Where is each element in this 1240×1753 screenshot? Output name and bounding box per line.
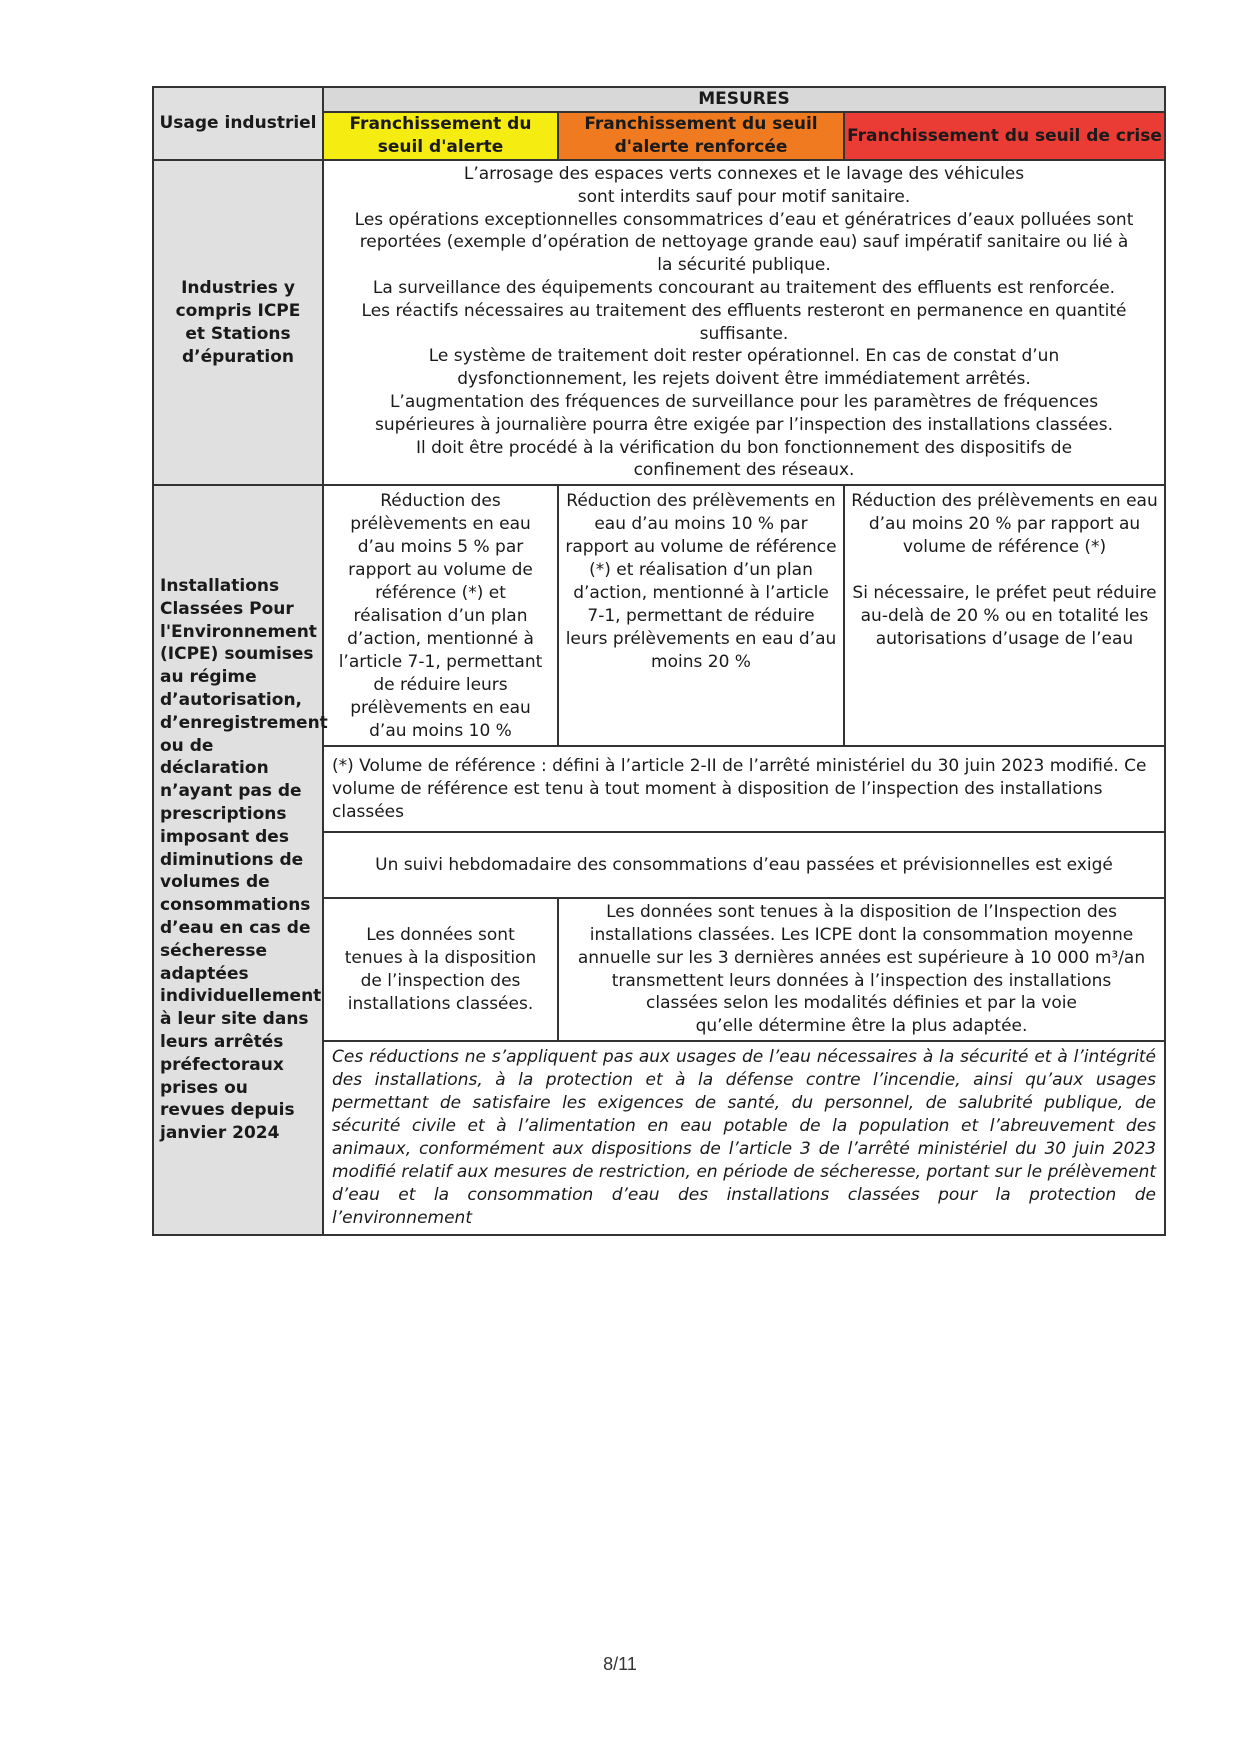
alert-threshold-header: Franchissement du seuil d'alerte	[323, 112, 558, 160]
weekly-monitoring-note: Un suivi hebdomadaire des consommations d’eau passées et prévisionnelles est exigé	[323, 832, 1165, 898]
measure-line: La surveillance des équipements concourant au traitement des effluents est renforcée.	[372, 277, 1116, 298]
measure-line: supérieures à journalière pourra être exigée par l’inspection des installations classées.	[375, 414, 1113, 435]
page-number: 8/11	[603, 1654, 637, 1674]
exemption-note: Ces réductions ne s’appliquent pas aux usages de l’eau nécessaires à la sécurité et à l’intégrité des installations, à la protection et à la défense contre l’incendie, ainsi qu’aux usages permettant de satisfaire les exigences de santé, du personnel, de salubrité publique, de sécurité civile et à l’alimentation en eau potable de la population et l’abreuvement des animaux, conformément aux dispositions de l’article 3 de l’arrêté ministériel du 30 juin 2023 modifié relatif aux mesures de restriction, en période de sécheresse, portant sur le prélèvement d’eau et la consommation d’eau des installations classées pour la protection de l’environnement	[323, 1041, 1165, 1235]
icpe-crisis-measure	[844, 485, 1165, 746]
data-availability-alert: Les données sont tenues à la disposition de l’inspection des installations classées.	[323, 898, 558, 1041]
data-line: transmettent leurs données à l’inspection des installations	[611, 970, 1112, 991]
measure-line: Les réactifs nécessaires au traitement des effluents resteront en permanence en quantité	[361, 300, 1127, 321]
measure-line: suffisante.	[699, 323, 789, 344]
icpe-alert-measure: Réduction des prélèvements en eau d’au moins 5 % par rapport au volume de référence (*) et réalisation d’un plan d’action, mentionné à l’article 7-1, permettant de réduire leurs prélèvements en eau d’au moins 10 %	[323, 485, 558, 746]
data-line: Les données sont tenues à la disposition de l’Inspection des	[606, 902, 1117, 923]
crisis-reduction-text: Réduction des prélèvements en eau d’au moins 20 % par rapport au volume de référence (*)	[851, 491, 1158, 558]
usage-icpe: Installations Classées Pour l'Environnement (ICPE) soumises au régime d’autorisation, d’enregistrement ou de déclaration n’ayant pas de prescriptions imposant des diminutions de volumes de consommations d’eau en cas de sécheresse adaptées individuellement à leur site dans leurs arrêtés préfectoraux prises ou revues depuis janvier 2024	[153, 485, 323, 1235]
data-line: installations classées. Les ICPE dont la consommation moyenne	[589, 924, 1134, 945]
mesures-header: MESURES	[323, 87, 1165, 112]
data-line: classées selon les modalités définies et par la voie	[646, 993, 1077, 1014]
measures-table	[152, 86, 1166, 1236]
paragraph-spacer	[851, 559, 1158, 582]
measure-line: L’arrosage des espaces verts connexes et le lavage des véhicules	[463, 164, 1025, 184]
data-line: annuelle sur les 3 dernières années est supérieure à 10 000 m³/an	[577, 947, 1146, 968]
measure-line: L’augmentation des fréquences de surveillance pour les paramètres de fréquences	[389, 391, 1099, 412]
crisis-prefect-text: Si nécessaire, le préfet peut réduire au-delà de 20 % ou en totalité les autorisations d’usage de l’eau	[852, 583, 1157, 650]
measure-line: dysfonctionnement, les rejets doivent être immédiatement arrêtés.	[457, 369, 1031, 390]
usage-header: Usage industriel	[153, 87, 323, 160]
data-availability-reinforced	[558, 898, 1165, 1041]
crisis-threshold-header: Franchissement du seuil de crise	[844, 112, 1165, 160]
industries-measures	[323, 160, 1165, 485]
measure-line: sont interdits sauf pour motif sanitaire.	[577, 186, 911, 207]
reinforced-alert-threshold-header: Franchissement du seuil d'alerte renforcée	[558, 112, 844, 160]
data-line: qu’elle détermine être la plus adaptée.	[695, 1016, 1028, 1037]
usage-industries: Industries y compris ICPE et Stations d’épuration	[153, 160, 323, 485]
measure-line: Le système de traitement doit rester opérationnel. En cas de constat d’un	[428, 346, 1060, 367]
measure-line: Les opérations exceptionnelles consommatrices d’eau et génératrices d’eaux polluées sont	[354, 209, 1134, 230]
reference-volume-note: (*) Volume de référence : défini à l’article 2-II de l’arrêté ministériel du 30 juin 2023 modifié. Ce volume de référence est tenu à tout moment à disposition de l’inspection des installations classées	[323, 746, 1165, 832]
measure-line: reportées (exemple d’opération de nettoyage grande eau) sauf impératif sanitaire ou lié à	[359, 232, 1129, 253]
icpe-reinforced-alert-measure: Réduction des prélèvements en eau d’au moins 10 % par rapport au volume de référence (*) et réalisation d’un plan d’action, mentionné à l’article 7-1, permettant de réduire leurs prélèvements en eau d’au moins 20 %	[558, 485, 844, 746]
measure-line: la sécurité publique.	[657, 255, 831, 276]
measure-line: confinement des réseaux.	[633, 460, 855, 481]
measure-line: Il doit être procédé à la vérification du bon fonctionnement des dispositifs de	[415, 437, 1073, 458]
